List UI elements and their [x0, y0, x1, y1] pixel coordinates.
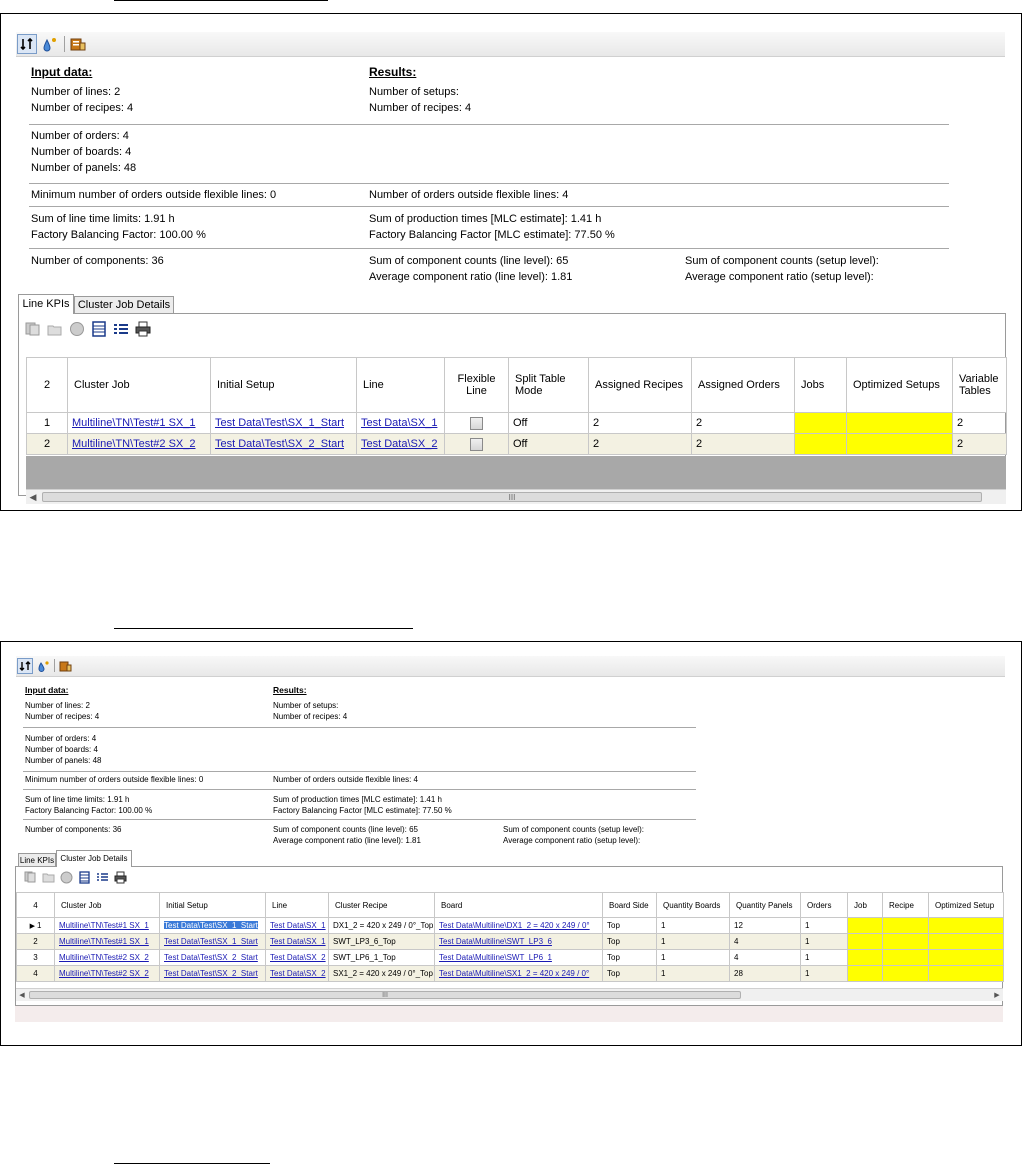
line-kpis-grid: [26, 357, 1007, 455]
open-icon[interactable]: [42, 871, 55, 885]
cell-orders: 1: [801, 934, 848, 950]
results-header: Results:: [273, 685, 307, 695]
scroll-thumb[interactable]: III: [42, 492, 982, 502]
copy-icon[interactable]: [25, 322, 41, 339]
cluster-job-link[interactable]: Multiline\TN\Test#2 SX_2: [59, 953, 149, 962]
col-header-quantity-panels[interactable]: Quantity Panels: [730, 893, 801, 918]
tab-cluster-job-details[interactable]: Cluster Job Details: [56, 850, 132, 867]
num-orders: Number of orders: 4: [25, 734, 97, 743]
initial-setup-link[interactable]: Test Data\Test\SX_2_Start: [164, 953, 258, 962]
cell-board: [435, 966, 603, 982]
cluster-job-details-grid: [16, 892, 1004, 982]
cell-board-side: Top: [603, 918, 657, 934]
sum-component-counts-setup: Sum of component counts (setup level):: [685, 255, 879, 267]
cell-initial-setup: [160, 934, 266, 950]
cluster-job-link[interactable]: Multiline\TN\Test#1 SX_1: [72, 417, 196, 429]
grid-empty-area: [26, 456, 1006, 489]
cell-quantity-panels: 4: [730, 934, 801, 950]
num-components: Number of components: 36: [25, 825, 122, 834]
cell-quantity-boards: 1: [657, 966, 730, 982]
min-orders-outside: Minimum number of orders outside flexible lines: 0: [25, 775, 204, 784]
cell-cluster-job: [55, 934, 160, 950]
cell-jobs: [795, 434, 847, 455]
cell-optimized-setups: [847, 413, 953, 434]
cluster-job-link[interactable]: Multiline\TN\Test#1 SX_1: [59, 937, 149, 946]
cell-cluster-job: [55, 950, 160, 966]
col-header-variable-tables[interactable]: Variable Tables: [953, 358, 1007, 413]
board-link[interactable]: Test Data\Multiline\SWT_LP3_6: [439, 937, 552, 946]
cell-assigned-recipes: 2: [589, 413, 692, 434]
initial-setup-link[interactable]: Test Data\Test\SX_1_Start: [215, 417, 345, 429]
cell-recipe: [883, 950, 929, 966]
cell-board: [435, 950, 603, 966]
num-lines: Number of lines: 2: [25, 701, 90, 710]
row-number: 1: [27, 413, 68, 434]
cell-board: [435, 934, 603, 950]
status-strip: [15, 1006, 1003, 1022]
cell-assigned-recipes: 2: [589, 434, 692, 455]
cell-cluster-job: [68, 413, 211, 434]
num-boards: Number of boards: 4: [25, 745, 98, 754]
line-link[interactable]: Test Data\SX_1: [270, 937, 326, 946]
divider: [23, 727, 696, 728]
avg-component-ratio-setup: Average component ratio (setup level):: [685, 271, 874, 283]
divider: [29, 248, 949, 249]
cell-cluster-job: [55, 918, 160, 934]
cell-variable-tables: 2: [953, 413, 1007, 434]
table-icon[interactable]: [91, 321, 107, 340]
num-boards: Number of boards: 4: [31, 146, 132, 158]
cell-orders: 1: [801, 950, 848, 966]
col-header-assigned-orders[interactable]: Assigned Orders: [692, 358, 795, 413]
scroll-thumb[interactable]: III: [29, 991, 741, 999]
cluster-job-link[interactable]: Multiline\TN\Test#2 SX_2: [59, 969, 149, 978]
cell-cluster-recipe: DX1_2 = 420 x 249 / 0°_Top: [329, 918, 435, 934]
caption-underline-2: [114, 628, 413, 629]
divider: [29, 206, 949, 207]
cell-optimized-setup: [929, 966, 1004, 982]
col-header-recipe[interactable]: Recipe: [883, 893, 929, 918]
col-header-flexible-line[interactable]: Flexible Line: [445, 358, 509, 413]
cell-line: [266, 950, 329, 966]
divider: [23, 771, 696, 772]
help-icon[interactable]: [60, 871, 73, 886]
grid-toolbar: [25, 320, 165, 340]
col-header-jobs[interactable]: Jobs: [795, 358, 847, 413]
sum-component-counts-line: Sum of component counts (line level): 65: [369, 255, 569, 267]
tab-panel: [18, 313, 1006, 502]
col-header-line[interactable]: Line: [266, 893, 329, 918]
toolbar: [16, 656, 1005, 677]
cell-line: [357, 434, 445, 455]
cell-quantity-panels: 12: [730, 918, 801, 934]
initial-setup-link[interactable]: Test Data\Test\SX_2_Start: [215, 438, 345, 450]
table-row[interactable]: [27, 434, 1007, 455]
col-header-job[interactable]: Job: [848, 893, 883, 918]
num-components: Number of components: 36: [31, 255, 164, 267]
scroll-left-icon[interactable]: ◀: [29, 491, 37, 502]
line-link[interactable]: Test Data\SX_1: [270, 921, 326, 930]
cell-split-table-mode: Off: [509, 434, 589, 455]
cell-job: [848, 966, 883, 982]
sum-component-counts-line: Sum of component counts (line level): 65: [273, 825, 418, 834]
toolbar-separator: [64, 36, 65, 52]
col-header-cluster-job[interactable]: Cluster Job: [68, 358, 211, 413]
orders-outside: Number of orders outside flexible lines: 4: [273, 775, 418, 784]
screenshot-frame-cluster-job-details: [0, 641, 1022, 1046]
num-recipes-results: Number of recipes: 4: [273, 712, 348, 721]
num-recipes-results: Number of recipes: 4: [369, 102, 472, 114]
toolbar-separator: [54, 659, 55, 672]
row-number: 4: [17, 966, 55, 982]
num-setups: Number of setups:: [273, 701, 339, 710]
toolbar: [16, 32, 1005, 57]
board-link[interactable]: Test Data\Multiline\SX1_2 = 420 x 249 / 0°: [439, 969, 590, 978]
cluster-job-link[interactable]: Multiline\TN\Test#1 SX_1: [59, 921, 149, 930]
cell-cluster-job: [55, 966, 160, 982]
current-row-icon: ▶: [29, 923, 35, 930]
row-number-text: 1: [36, 921, 42, 930]
scroll-left-icon[interactable]: ◀: [19, 992, 25, 999]
avg-component-ratio-setup: Average component ratio (setup level):: [503, 836, 641, 845]
orders-outside: Number of orders outside flexible lines: 4: [369, 189, 569, 201]
line-link[interactable]: Test Data\SX_2: [361, 438, 438, 450]
cell-optimized-setups: [847, 434, 953, 455]
cell-line: [266, 966, 329, 982]
table-icon[interactable]: [78, 871, 91, 886]
tab-line-kpis[interactable]: Line KPIs: [18, 294, 74, 314]
cell-optimized-setup: [929, 918, 1004, 934]
row-count-header: 2: [27, 358, 68, 413]
help-icon[interactable]: [69, 321, 85, 340]
table-row[interactable]: [17, 950, 1004, 966]
cell-recipe: [883, 918, 929, 934]
cell-optimized-setup: [929, 934, 1004, 950]
divider: [29, 183, 949, 184]
cell-board-side: Top: [603, 934, 657, 950]
input-data-header: Input data:: [25, 685, 69, 695]
cell-line: [266, 918, 329, 934]
tab-line-kpis[interactable]: Line KPIs: [18, 853, 56, 867]
dropper-icon[interactable]: [35, 658, 51, 674]
cell-line: [357, 413, 445, 434]
num-setups: Number of setups:: [369, 86, 459, 98]
col-header-cluster-recipe[interactable]: Cluster Recipe: [329, 893, 435, 918]
cell-recipe: [883, 966, 929, 982]
horizontal-scrollbar[interactable]: [26, 489, 1006, 504]
initial-setup-link[interactable]: Test Data\Test\SX_1_Start: [164, 921, 258, 930]
col-header-optimized-setup[interactable]: Optimized Setup: [929, 893, 1004, 918]
results-header: Results:: [369, 65, 417, 79]
row-number: 2: [17, 934, 55, 950]
table-row[interactable]: [17, 934, 1004, 950]
caption-underline-3: [114, 1163, 270, 1164]
min-orders-outside: Minimum number of orders outside flexible lines: 0: [31, 189, 277, 201]
columns-icon[interactable]: [113, 322, 129, 339]
cell-split-table-mode: Off: [509, 413, 589, 434]
line-link[interactable]: Test Data\SX_1: [361, 417, 438, 429]
dropper-icon[interactable]: [40, 34, 60, 54]
cell-cluster-job: [68, 434, 211, 455]
divider: [23, 819, 696, 820]
initial-setup-link[interactable]: Test Data\Test\SX_1_Start: [164, 937, 258, 946]
col-header-quantity-boards[interactable]: Quantity Boards: [657, 893, 730, 918]
cell-initial-setup: [160, 918, 266, 934]
col-header-initial-setup[interactable]: Initial Setup: [211, 358, 357, 413]
board-link[interactable]: Test Data\Multiline\DX1_2 = 420 x 249 / 0°: [439, 921, 590, 930]
num-panels: Number of panels: 48: [25, 756, 102, 765]
sum-production-time: Sum of production times [MLC estimate]: 1.41 h: [369, 213, 602, 225]
sort-icon[interactable]: [17, 658, 33, 674]
cell-initial-setup: [211, 434, 357, 455]
table-row[interactable]: [17, 918, 1004, 934]
open-icon[interactable]: [47, 322, 63, 339]
col-header-optimized-setups[interactable]: Optimized Setups: [847, 358, 953, 413]
cell-flexible-line: [445, 413, 509, 434]
columns-icon[interactable]: [96, 871, 109, 885]
col-header-split-table-mode[interactable]: Split Table Mode: [509, 358, 589, 413]
divider: [29, 124, 949, 125]
initial-setup-link[interactable]: Test Data\Test\SX_2_Start: [164, 969, 258, 978]
cell-quantity-panels: 4: [730, 950, 801, 966]
col-header-assigned-recipes[interactable]: Assigned Recipes: [589, 358, 692, 413]
row-number: 3: [17, 950, 55, 966]
col-header-initial-setup[interactable]: Initial Setup: [160, 893, 266, 918]
cluster-job-link[interactable]: Multiline\TN\Test#2 SX_2: [72, 438, 196, 450]
num-recipes-input: Number of recipes: 4: [31, 102, 134, 114]
flexible-line-checkbox[interactable]: [470, 438, 483, 451]
cell-optimized-setup: [929, 950, 1004, 966]
num-panels: Number of panels: 48: [31, 162, 137, 174]
cell-quantity-boards: 1: [657, 950, 730, 966]
grid-toolbar: [24, 870, 134, 886]
cell-variable-tables: 2: [953, 434, 1007, 455]
cell-board: [435, 918, 603, 934]
avg-component-ratio-line: Average component ratio (line level): 1.81: [369, 271, 573, 283]
cell-cluster-recipe: SX1_2 = 420 x 249 / 0°_Top: [329, 966, 435, 982]
cell-quantity-boards: 1: [657, 918, 730, 934]
table-row[interactable]: [17, 966, 1004, 982]
sum-production-time: Sum of production times [MLC estimate]: 1.41 h: [273, 795, 442, 804]
num-orders: Number of orders: 4: [31, 130, 129, 142]
input-data-header: Input data:: [31, 65, 93, 79]
print-icon[interactable]: [114, 871, 127, 886]
cell-initial-setup: [160, 966, 266, 982]
factory-balancing-factor: Factory Balancing Factor: 100.00 %: [25, 806, 153, 815]
screenshot-frame-line-kpis: [0, 13, 1022, 511]
cell-job: [848, 918, 883, 934]
cell-initial-setup: [211, 413, 357, 434]
flexible-line-checkbox[interactable]: [470, 417, 483, 430]
sort-icon[interactable]: [17, 34, 37, 54]
table-row[interactable]: [27, 413, 1007, 434]
cell-initial-setup: [160, 950, 266, 966]
cell-job: [848, 950, 883, 966]
divider: [23, 789, 696, 790]
cell-quantity-panels: 28: [730, 966, 801, 982]
tab-cluster-job-details[interactable]: Cluster Job Details: [74, 296, 174, 314]
cell-board-side: Top: [603, 966, 657, 982]
report-icon[interactable]: [68, 34, 88, 54]
cell-cluster-recipe: SWT_LP3_6_Top: [329, 934, 435, 950]
row-number: [17, 918, 55, 934]
col-header-orders[interactable]: Orders: [801, 893, 848, 918]
col-header-line[interactable]: Line: [357, 358, 445, 413]
board-link[interactable]: Test Data\Multiline\SWT_LP6_1: [439, 953, 552, 962]
cell-quantity-boards: 1: [657, 934, 730, 950]
line-link[interactable]: Test Data\SX_2: [270, 953, 326, 962]
cell-job: [848, 934, 883, 950]
cell-assigned-orders: 2: [692, 434, 795, 455]
horizontal-scrollbar[interactable]: [16, 988, 1003, 1001]
col-header-cluster-job[interactable]: Cluster Job: [55, 893, 160, 918]
print-icon[interactable]: [135, 321, 151, 340]
avg-component-ratio-line: Average component ratio (line level): 1.81: [273, 836, 421, 845]
col-header-board-side[interactable]: Board Side: [603, 893, 657, 918]
row-number: 2: [27, 434, 68, 455]
factory-balancing-factor: Factory Balancing Factor: 100.00 %: [31, 229, 206, 241]
factory-balancing-factor-mlc: Factory Balancing Factor [MLC estimate]: 77.50 %: [273, 806, 452, 815]
sum-line-time: Sum of line time limits: 1.91 h: [31, 213, 175, 225]
tab-panel: [15, 866, 1003, 1006]
sum-component-counts-setup: Sum of component counts (setup level):: [503, 825, 644, 834]
caption-underline-1: [114, 0, 328, 1]
line-link[interactable]: Test Data\SX_2: [270, 969, 326, 978]
sum-line-time: Sum of line time limits: 1.91 h: [25, 795, 130, 804]
report-icon[interactable]: [57, 658, 73, 674]
cell-orders: 1: [801, 918, 848, 934]
cell-cluster-recipe: SWT_LP6_1_Top: [329, 950, 435, 966]
num-recipes-input: Number of recipes: 4: [25, 712, 100, 721]
row-count-header: 4: [17, 893, 55, 918]
factory-balancing-factor-mlc: Factory Balancing Factor [MLC estimate]: 77.50 %: [369, 229, 615, 241]
cell-line: [266, 934, 329, 950]
cell-assigned-orders: 2: [692, 413, 795, 434]
cell-board-side: Top: [603, 950, 657, 966]
col-header-board[interactable]: Board: [435, 893, 603, 918]
cell-recipe: [883, 934, 929, 950]
num-lines: Number of lines: 2: [31, 86, 121, 98]
cell-flexible-line: [445, 434, 509, 455]
cell-jobs: [795, 413, 847, 434]
copy-icon[interactable]: [24, 871, 37, 885]
scroll-right-icon[interactable]: ▶: [994, 992, 1000, 999]
cell-orders: 1: [801, 966, 848, 982]
